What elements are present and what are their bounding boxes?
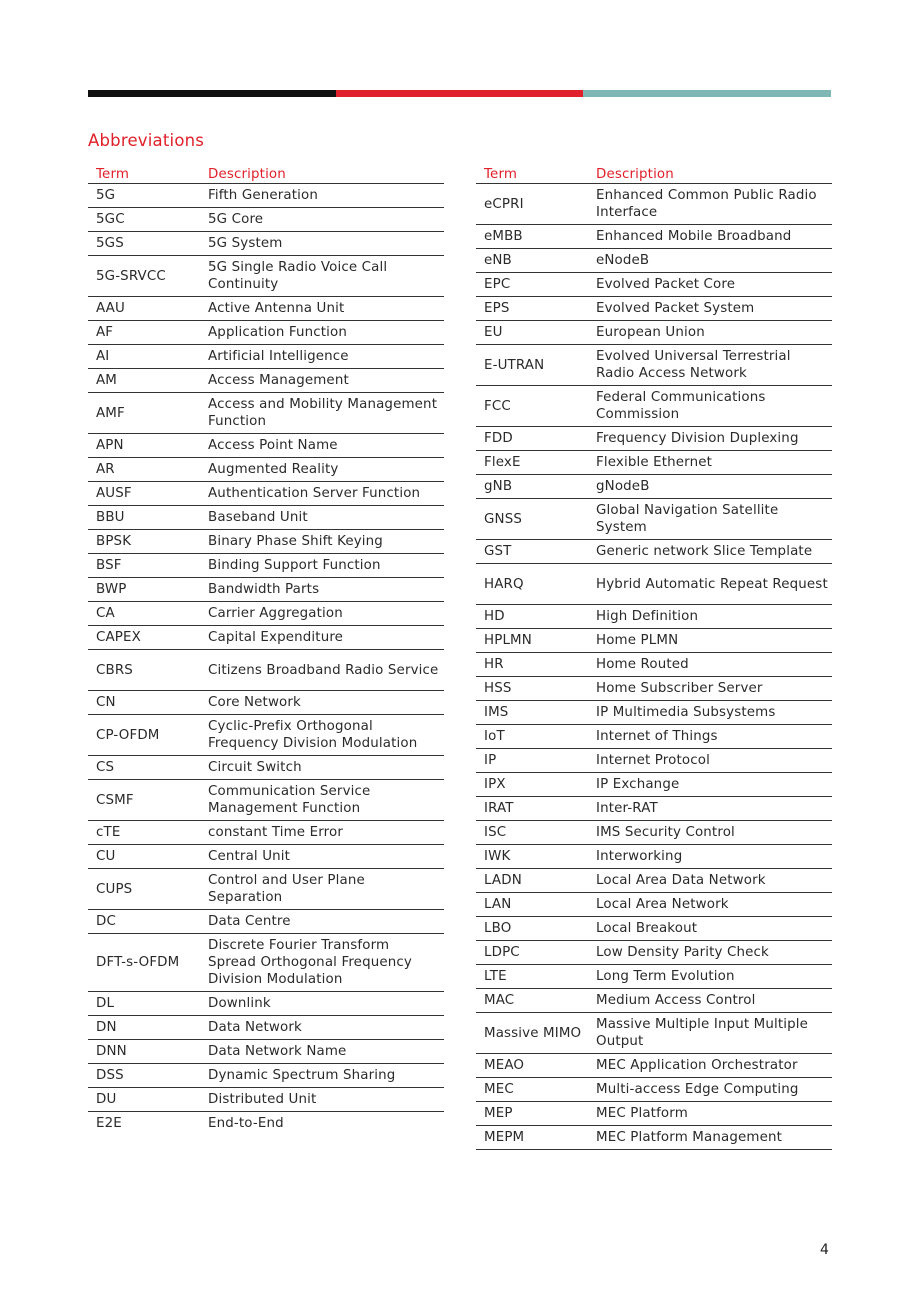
description-cell: Multi-access Edge Computing — [588, 1078, 832, 1102]
term-cell: DNN — [88, 1040, 200, 1064]
term-cell: LDPC — [476, 941, 588, 965]
description-cell: Generic network Slice Template — [588, 540, 832, 564]
term-cell: CS — [88, 756, 200, 780]
table-row — [476, 1013, 832, 1054]
term-cell: DSS — [88, 1064, 200, 1088]
table-row — [88, 369, 444, 393]
description-cell: Inter-RAT — [588, 797, 832, 821]
table-row — [476, 917, 832, 941]
term-cell: CA — [88, 602, 200, 626]
term-cell: 5G-SRVCC — [88, 256, 200, 297]
term-cell: AI — [88, 345, 200, 369]
table-row — [88, 715, 444, 756]
term-cell: EPC — [476, 273, 588, 297]
table-row — [476, 427, 832, 451]
term-cell: DN — [88, 1016, 200, 1040]
table-row — [476, 249, 832, 273]
description-cell: Carrier Aggregation — [200, 602, 444, 626]
term-cell: HARQ — [476, 564, 588, 605]
term-cell: CU — [88, 845, 200, 869]
description-cell: 5G Core — [200, 208, 444, 232]
table-row — [476, 845, 832, 869]
abbreviations-table-right — [476, 164, 832, 1150]
description-cell: Long Term Evolution — [588, 965, 832, 989]
description-cell: Home PLMN — [588, 629, 832, 653]
term-cell: BBU — [88, 506, 200, 530]
description-cell: Enhanced Mobile Broadband — [588, 225, 832, 249]
table-row — [476, 540, 832, 564]
description-cell: Downlink — [200, 992, 444, 1016]
description-cell: High Definition — [588, 605, 832, 629]
description-cell: Cyclic-Prefix Orthogonal Frequency Division Modulation — [200, 715, 444, 756]
description-cell: 5G System — [200, 232, 444, 256]
table-row — [88, 184, 444, 208]
term-cell: E-UTRAN — [476, 345, 588, 386]
table-row — [476, 773, 832, 797]
term-cell: CP-OFDM — [88, 715, 200, 756]
description-cell: Data Network — [200, 1016, 444, 1040]
term-cell: LADN — [476, 869, 588, 893]
table-header-row — [88, 164, 444, 184]
description-column-header: Description — [200, 164, 444, 184]
term-column-header: Term — [88, 164, 200, 184]
description-cell: MEC Application Orchestrator — [588, 1054, 832, 1078]
table-row — [476, 701, 832, 725]
table-row — [476, 893, 832, 917]
term-cell: MEAO — [476, 1054, 588, 1078]
table-row — [88, 1064, 444, 1088]
table-row — [476, 797, 832, 821]
description-cell: MEC Platform — [588, 1102, 832, 1126]
table-row — [476, 273, 832, 297]
table-row — [476, 225, 832, 249]
description-cell: Evolved Packet System — [588, 297, 832, 321]
term-cell: eNB — [476, 249, 588, 273]
table-row — [88, 756, 444, 780]
term-cell: DU — [88, 1088, 200, 1112]
term-cell: APN — [88, 434, 200, 458]
term-cell: 5G — [88, 184, 200, 208]
table-row — [88, 821, 444, 845]
term-cell: FDD — [476, 427, 588, 451]
description-cell: Local Area Data Network — [588, 869, 832, 893]
description-cell: Binary Phase Shift Keying — [200, 530, 444, 554]
table-row — [88, 1088, 444, 1112]
term-cell: CUPS — [88, 869, 200, 910]
table-row — [88, 554, 444, 578]
description-cell: Application Function — [200, 321, 444, 345]
description-cell: Global Navigation Satellite System — [588, 499, 832, 540]
description-cell: Hybrid Automatic Repeat Request — [588, 564, 832, 605]
description-cell: Local Breakout — [588, 917, 832, 941]
description-cell: Federal Communications Commission — [588, 386, 832, 427]
table-row — [476, 749, 832, 773]
table-row — [88, 1016, 444, 1040]
color-bar-red — [336, 90, 584, 97]
term-cell: AF — [88, 321, 200, 345]
term-cell: BWP — [88, 578, 200, 602]
description-cell: Home Subscriber Server — [588, 677, 832, 701]
table-row — [88, 602, 444, 626]
description-cell: Baseband Unit — [200, 506, 444, 530]
term-cell: IWK — [476, 845, 588, 869]
term-cell: HPLMN — [476, 629, 588, 653]
table-row — [476, 965, 832, 989]
description-cell: Citizens Broadband Radio Service — [200, 650, 444, 691]
term-cell: AR — [88, 458, 200, 482]
table-row — [476, 184, 832, 225]
term-cell: IP — [476, 749, 588, 773]
description-cell: Medium Access Control — [588, 989, 832, 1013]
description-cell: Flexible Ethernet — [588, 451, 832, 475]
term-cell: DL — [88, 992, 200, 1016]
table-row — [88, 256, 444, 297]
term-cell: BPSK — [88, 530, 200, 554]
term-cell: HD — [476, 605, 588, 629]
description-cell: Control and User Plane Separation — [200, 869, 444, 910]
table-row — [476, 629, 832, 653]
table-row — [88, 626, 444, 650]
term-cell: ISC — [476, 821, 588, 845]
description-cell: Distributed Unit — [200, 1088, 444, 1112]
description-cell: constant Time Error — [200, 821, 444, 845]
table-row — [476, 725, 832, 749]
term-cell: FCC — [476, 386, 588, 427]
term-cell: 5GC — [88, 208, 200, 232]
table-row — [88, 845, 444, 869]
description-cell: Bandwidth Parts — [200, 578, 444, 602]
description-cell: Authentication Server Function — [200, 482, 444, 506]
table-row — [476, 941, 832, 965]
term-cell: DC — [88, 910, 200, 934]
term-cell: GST — [476, 540, 588, 564]
table-row — [88, 321, 444, 345]
description-cell: Binding Support Function — [200, 554, 444, 578]
term-cell: gNB — [476, 475, 588, 499]
term-cell: MEC — [476, 1078, 588, 1102]
term-cell: DFT-s-OFDM — [88, 934, 200, 992]
term-cell: eCPRI — [476, 184, 588, 225]
page-number: 4 — [820, 1242, 829, 1258]
description-cell: Data Centre — [200, 910, 444, 934]
description-cell: MEC Platform Management — [588, 1126, 832, 1150]
description-cell: Interworking — [588, 845, 832, 869]
description-cell: Artificial Intelligence — [200, 345, 444, 369]
table-row — [476, 564, 832, 605]
table-row — [476, 869, 832, 893]
term-cell: HSS — [476, 677, 588, 701]
table-row — [476, 1054, 832, 1078]
description-cell: Central Unit — [200, 845, 444, 869]
term-cell: LAN — [476, 893, 588, 917]
table-row — [88, 578, 444, 602]
table-row — [476, 475, 832, 499]
table-row — [476, 605, 832, 629]
description-cell: Access and Mobility Management Function — [200, 393, 444, 434]
term-cell: MEP — [476, 1102, 588, 1126]
term-column-header: Term — [476, 164, 588, 184]
term-cell: MAC — [476, 989, 588, 1013]
table-row — [476, 345, 832, 386]
color-bar-teal — [583, 90, 831, 97]
description-cell: Capital Expenditure — [200, 626, 444, 650]
term-cell: IoT — [476, 725, 588, 749]
table-header-row — [476, 164, 832, 184]
term-cell: CAPEX — [88, 626, 200, 650]
table-row — [476, 1126, 832, 1150]
term-cell: MEPM — [476, 1126, 588, 1150]
description-cell: Access Point Name — [200, 434, 444, 458]
table-row — [88, 506, 444, 530]
term-cell: HR — [476, 653, 588, 677]
table-row — [476, 821, 832, 845]
table-row — [88, 208, 444, 232]
term-cell: Massive MIMO — [476, 1013, 588, 1054]
term-cell: CBRS — [88, 650, 200, 691]
term-cell: FlexE — [476, 451, 588, 475]
term-cell: AAU — [88, 297, 200, 321]
table-row — [88, 934, 444, 992]
description-cell: Home Routed — [588, 653, 832, 677]
table-row — [88, 482, 444, 506]
description-cell: IP Multimedia Subsystems — [588, 701, 832, 725]
table-row — [88, 1112, 444, 1136]
description-cell: Access Management — [200, 369, 444, 393]
description-cell: European Union — [588, 321, 832, 345]
table-row — [88, 1040, 444, 1064]
description-cell: Discrete Fourier Transform Spread Orthogonal Frequency Division Modulation — [200, 934, 444, 992]
description-cell: Internet of Things — [588, 725, 832, 749]
color-bar-black — [88, 90, 336, 97]
description-cell: Dynamic Spectrum Sharing — [200, 1064, 444, 1088]
table-row — [476, 321, 832, 345]
table-row — [476, 1102, 832, 1126]
abbreviations-table-left — [88, 164, 444, 1135]
description-cell: Massive Multiple Input Multiple Output — [588, 1013, 832, 1054]
description-cell: Circuit Switch — [200, 756, 444, 780]
description-cell: Enhanced Common Public Radio Interface — [588, 184, 832, 225]
description-cell: Low Density Parity Check — [588, 941, 832, 965]
table-row — [88, 780, 444, 821]
table-row — [476, 297, 832, 321]
term-cell: AUSF — [88, 482, 200, 506]
description-cell: Fifth Generation — [200, 184, 444, 208]
term-cell: cTE — [88, 821, 200, 845]
table-row — [476, 386, 832, 427]
table-row — [88, 297, 444, 321]
description-cell: Internet Protocol — [588, 749, 832, 773]
description-cell: Local Area Network — [588, 893, 832, 917]
table-row — [88, 345, 444, 369]
table-row — [88, 691, 444, 715]
term-cell: IPX — [476, 773, 588, 797]
table-row — [88, 232, 444, 256]
description-cell: Communication Service Management Function — [200, 780, 444, 821]
term-cell: IRAT — [476, 797, 588, 821]
table-row — [88, 650, 444, 691]
term-cell: CN — [88, 691, 200, 715]
term-cell: BSF — [88, 554, 200, 578]
term-cell: CSMF — [88, 780, 200, 821]
term-cell: E2E — [96, 1116, 122, 1131]
table-row — [476, 677, 832, 701]
table-row — [476, 499, 832, 540]
description-cell: gNodeB — [588, 475, 832, 499]
term-cell: eMBB — [476, 225, 588, 249]
term-cell: EU — [476, 321, 588, 345]
description-column-header: Description — [588, 164, 832, 184]
description-cell: Data Network Name — [200, 1040, 444, 1064]
term-cell: LTE — [476, 965, 588, 989]
description-cell: Evolved Universal Terrestrial Radio Access Network — [588, 345, 832, 386]
description-cell: Augmented Reality — [200, 458, 444, 482]
table-row — [476, 989, 832, 1013]
description-cell: End-to-End — [208, 1116, 284, 1131]
table-row — [88, 434, 444, 458]
term-cell: GNSS — [476, 499, 588, 540]
description-cell: Frequency Division Duplexing — [588, 427, 832, 451]
table-row — [476, 1078, 832, 1102]
description-cell: 5G Single Radio Voice Call Continuity — [200, 256, 444, 297]
term-cell: LBO — [476, 917, 588, 941]
table-row — [88, 992, 444, 1016]
table-row — [88, 393, 444, 434]
description-cell: Evolved Packet Core — [588, 273, 832, 297]
term-cell: EPS — [476, 297, 588, 321]
table-row — [476, 451, 832, 475]
description-cell: IMS Security Control — [588, 821, 832, 845]
term-cell: AM — [88, 369, 200, 393]
table-row — [476, 653, 832, 677]
table-row — [88, 910, 444, 934]
header-color-bar — [88, 90, 831, 97]
term-cell: IMS — [476, 701, 588, 725]
table-row — [88, 458, 444, 482]
term-cell: AMF — [88, 393, 200, 434]
page-title: Abbreviations — [88, 131, 205, 150]
description-cell: IP Exchange — [588, 773, 832, 797]
description-cell: Core Network — [200, 691, 444, 715]
term-cell: 5GS — [88, 232, 200, 256]
table-row — [88, 869, 444, 910]
description-cell: eNodeB — [588, 249, 832, 273]
table-row — [88, 530, 444, 554]
description-cell: Active Antenna Unit — [200, 297, 444, 321]
